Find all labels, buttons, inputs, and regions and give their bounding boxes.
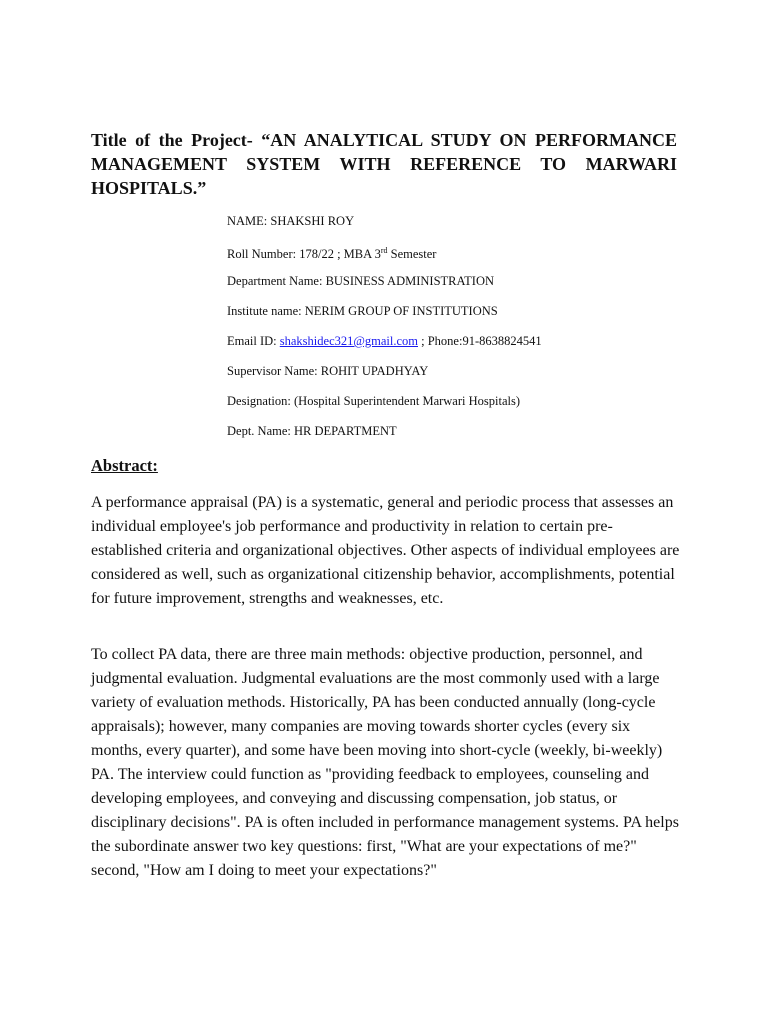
roll-number bbox=[227, 243, 677, 273]
designation: Designation: (Hospital Superintendent Marwari Hospitals) bbox=[227, 394, 520, 408]
semester-ordinal: rd bbox=[380, 246, 388, 255]
contact-info bbox=[227, 333, 677, 363]
semester-text: Semester bbox=[387, 247, 437, 262]
student-name: NAME: SHAKSHI ROY bbox=[227, 214, 355, 228]
phone-number: ; Phone:91-8638824541 bbox=[418, 334, 542, 348]
author-details bbox=[227, 213, 677, 453]
institute-name: Institute name: NERIM GROUP OF INSTITUTIONS bbox=[227, 304, 498, 318]
abstract-heading: Abstract: bbox=[91, 456, 158, 475]
email-link[interactable]: shakshidec321@gmail.com bbox=[279, 334, 418, 348]
supervisor-name: Supervisor Name: ROHIT UPADHYAY bbox=[227, 364, 429, 378]
email-label: Email ID: bbox=[227, 334, 280, 348]
title-line-1: Title of the Project- “AN ANALYTICAL STUDY ON PERFORMANCE bbox=[91, 130, 677, 150]
title-line-2: MANAGEMENT SYSTEM WITH REFERENCE TO MARWARI bbox=[91, 154, 677, 174]
roll-number-text: Roll Number: 178/22 ; MBA 3 bbox=[227, 247, 381, 262]
project-title bbox=[91, 128, 677, 200]
abstract-paragraph-1: A performance appraisal (PA) is a systematic, general and periodic process that assesses an individual employee's job performance and productivity in relation to certain pre-established criteria and organizational objectives. Other aspects of individual employees are considered as well, such as organizational citizenship behavior, accomplishments, potential for future improvement, strengths and weaknesses, etc. bbox=[91, 494, 680, 607]
title-line-3: HOSPITALS.” bbox=[91, 178, 207, 198]
abstract-paragraph-2: To collect PA data, there are three main methods: objective production, personnel, and judgmental evaluation. Judgmental evaluations are the most commonly used with a large variety of evaluation methods. Historically, PA has been conducted annually (long-cycle appraisals); however, many companies are moving towards shorter cycles (every six months, every quarter), and some have been moving into short-cycle (weekly, bi-weekly) PA. The interview could function as "providing feedback to employees, counseling and developing employees, and conveying and discussing compensation, job status, or disciplinary decisions". PA is often included in performance management systems. PA helps the subordinate answer two key questions: first, "What are your expectations of me?" second, "How am I doing to meet your expectations?" bbox=[91, 646, 679, 879]
department-name: Department Name: BUSINESS ADMINISTRATION bbox=[227, 274, 494, 288]
dept-name: Dept. Name: HR DEPARTMENT bbox=[227, 424, 397, 438]
